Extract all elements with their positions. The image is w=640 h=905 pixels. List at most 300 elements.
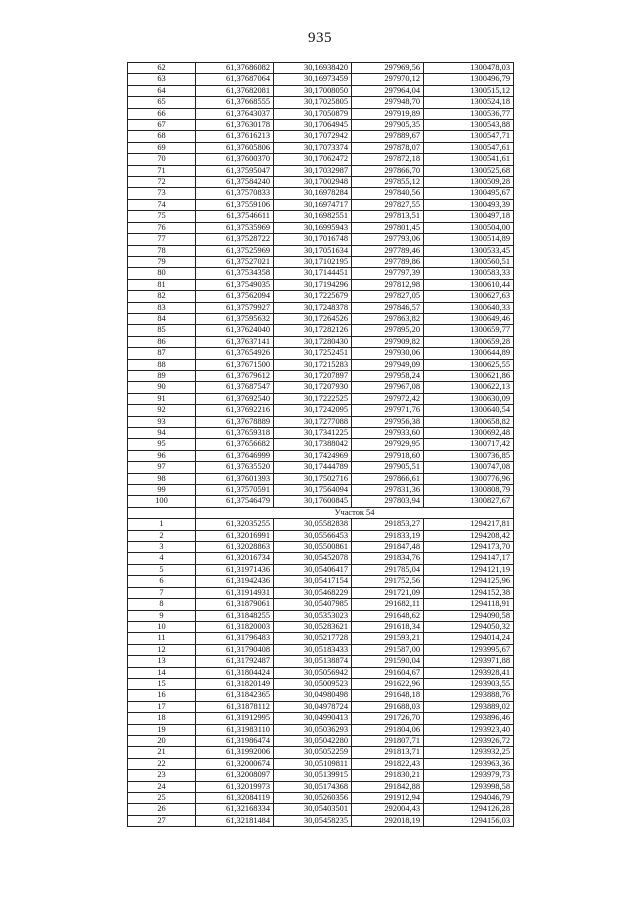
longitude-cell: 30,05566453 xyxy=(274,530,352,541)
y-coordinate-cell: 1300547,61 xyxy=(424,142,514,153)
longitude-cell: 30,05183433 xyxy=(274,644,352,655)
x-coordinate-cell: 297930,06 xyxy=(352,348,424,359)
longitude-cell: 30,05283621 xyxy=(274,621,352,632)
latitude-cell: 61,37678889 xyxy=(196,416,274,427)
y-coordinate-cell: 1293923,40 xyxy=(424,724,514,735)
y-coordinate-cell: 1300560,51 xyxy=(424,256,514,267)
y-coordinate-cell: 1300640,54 xyxy=(424,405,514,416)
x-coordinate-cell: 297813,51 xyxy=(352,211,424,222)
y-coordinate-cell: 1300509,28 xyxy=(424,177,514,188)
longitude-cell: 30,05109811 xyxy=(274,758,352,769)
y-coordinate-cell: 1300622,13 xyxy=(424,382,514,393)
point-number-cell: 16 xyxy=(128,690,196,701)
latitude-cell: 61,37527021 xyxy=(196,256,274,267)
latitude-cell: 61,37637141 xyxy=(196,336,274,347)
table-row xyxy=(128,815,514,826)
latitude-cell: 61,37601393 xyxy=(196,473,274,484)
point-number-cell: 77 xyxy=(128,234,196,245)
y-coordinate-cell: 1300525,68 xyxy=(424,165,514,176)
x-coordinate-cell: 291622,96 xyxy=(352,678,424,689)
point-number-cell: 73 xyxy=(128,188,196,199)
latitude-cell: 61,31848255 xyxy=(196,610,274,621)
latitude-cell: 61,37600370 xyxy=(196,154,274,165)
table-row xyxy=(128,770,514,781)
longitude-cell: 30,17600845 xyxy=(274,496,352,507)
latitude-cell: 61,37546479 xyxy=(196,496,274,507)
y-coordinate-cell: 1300583,33 xyxy=(424,268,514,279)
longitude-cell: 30,17025805 xyxy=(274,97,352,108)
table-row xyxy=(128,656,514,667)
y-coordinate-cell: 1294121,19 xyxy=(424,564,514,575)
x-coordinate-cell: 297878,07 xyxy=(352,142,424,153)
latitude-cell: 61,31790408 xyxy=(196,644,274,655)
longitude-cell: 30,05217728 xyxy=(274,633,352,644)
point-number-cell: 86 xyxy=(128,336,196,347)
table-row xyxy=(128,188,514,199)
table-row xyxy=(128,291,514,302)
point-number-cell: 82 xyxy=(128,291,196,302)
point-number-cell: 85 xyxy=(128,325,196,336)
latitude-cell: 61,32016991 xyxy=(196,530,274,541)
point-number-cell: 72 xyxy=(128,177,196,188)
point-number-cell: 87 xyxy=(128,348,196,359)
longitude-cell: 30,05500861 xyxy=(274,542,352,553)
x-coordinate-cell: 297971,76 xyxy=(352,405,424,416)
longitude-cell: 30,04978724 xyxy=(274,701,352,712)
latitude-cell: 61,37687547 xyxy=(196,382,274,393)
latitude-cell: 61,37579927 xyxy=(196,302,274,313)
table-row xyxy=(128,485,514,496)
table-row xyxy=(128,690,514,701)
point-number-cell: 91 xyxy=(128,393,196,404)
latitude-cell: 61,37595632 xyxy=(196,313,274,324)
point-number-cell: 10 xyxy=(128,621,196,632)
longitude-cell: 30,05458235 xyxy=(274,815,352,826)
y-coordinate-cell: 1293995,67 xyxy=(424,644,514,655)
table-row xyxy=(128,701,514,712)
y-coordinate-cell: 1300692,48 xyxy=(424,428,514,439)
latitude-cell: 61,37549035 xyxy=(196,279,274,290)
y-coordinate-cell: 1293888,76 xyxy=(424,690,514,701)
longitude-cell: 30,05174368 xyxy=(274,781,352,792)
x-coordinate-cell: 291752,56 xyxy=(352,576,424,587)
y-coordinate-cell: 1300478,03 xyxy=(424,63,514,74)
section-empty-cell xyxy=(128,507,196,518)
longitude-cell: 30,16973459 xyxy=(274,74,352,85)
x-coordinate-cell: 291682,11 xyxy=(352,599,424,610)
point-number-cell: 97 xyxy=(128,462,196,473)
point-number-cell: 69 xyxy=(128,142,196,153)
longitude-cell: 30,17225679 xyxy=(274,291,352,302)
x-coordinate-cell: 297855,12 xyxy=(352,177,424,188)
x-coordinate-cell: 291830,21 xyxy=(352,770,424,781)
x-coordinate-cell: 291648,18 xyxy=(352,690,424,701)
latitude-cell: 61,31804424 xyxy=(196,667,274,678)
table-row xyxy=(128,450,514,461)
y-coordinate-cell: 1300515,12 xyxy=(424,85,514,96)
latitude-cell: 61,32035255 xyxy=(196,519,274,530)
point-number-cell: 83 xyxy=(128,302,196,313)
latitude-cell: 61,37570591 xyxy=(196,485,274,496)
y-coordinate-cell: 1300659,28 xyxy=(424,336,514,347)
longitude-cell: 30,16978284 xyxy=(274,188,352,199)
point-number-cell: 13 xyxy=(128,656,196,667)
table-row xyxy=(128,234,514,245)
x-coordinate-cell: 291804,06 xyxy=(352,724,424,735)
point-number-cell: 27 xyxy=(128,815,196,826)
point-number-cell: 67 xyxy=(128,120,196,131)
table-row xyxy=(128,177,514,188)
y-coordinate-cell: 1293926,72 xyxy=(424,735,514,746)
latitude-cell: 61,37659318 xyxy=(196,428,274,439)
longitude-cell: 30,05052259 xyxy=(274,747,352,758)
point-number-cell: 66 xyxy=(128,108,196,119)
latitude-cell: 61,37635520 xyxy=(196,462,274,473)
latitude-cell: 61,31983110 xyxy=(196,724,274,735)
point-number-cell: 6 xyxy=(128,576,196,587)
point-number-cell: 2 xyxy=(128,530,196,541)
latitude-cell: 61,37595047 xyxy=(196,165,274,176)
y-coordinate-cell: 1294152,38 xyxy=(424,587,514,598)
y-coordinate-cell: 1300644,89 xyxy=(424,348,514,359)
longitude-cell: 30,05139915 xyxy=(274,770,352,781)
y-coordinate-cell: 1300640,33 xyxy=(424,302,514,313)
point-number-cell: 20 xyxy=(128,735,196,746)
longitude-cell: 30,05403501 xyxy=(274,804,352,815)
table-row xyxy=(128,428,514,439)
table-row xyxy=(128,348,514,359)
latitude-cell: 61,37630178 xyxy=(196,120,274,131)
latitude-cell: 61,32181484 xyxy=(196,815,274,826)
x-coordinate-cell: 297969,56 xyxy=(352,63,424,74)
point-number-cell: 9 xyxy=(128,610,196,621)
longitude-cell: 30,05582838 xyxy=(274,519,352,530)
longitude-cell: 30,05260356 xyxy=(274,793,352,804)
point-number-cell: 63 xyxy=(128,74,196,85)
x-coordinate-cell: 291726,70 xyxy=(352,713,424,724)
y-coordinate-cell: 1294126,28 xyxy=(424,804,514,815)
latitude-cell: 61,31914931 xyxy=(196,587,274,598)
x-coordinate-cell: 291593,21 xyxy=(352,633,424,644)
y-coordinate-cell: 1294208,42 xyxy=(424,530,514,541)
longitude-cell: 30,17248378 xyxy=(274,302,352,313)
table-row xyxy=(128,325,514,336)
table-row xyxy=(128,621,514,632)
y-coordinate-cell: 1300627,63 xyxy=(424,291,514,302)
y-coordinate-cell: 1300493,39 xyxy=(424,199,514,210)
x-coordinate-cell: 291618,34 xyxy=(352,621,424,632)
x-coordinate-cell: 297948,70 xyxy=(352,97,424,108)
x-coordinate-cell: 297970,12 xyxy=(352,74,424,85)
longitude-cell: 30,17564094 xyxy=(274,485,352,496)
point-number-cell: 3 xyxy=(128,542,196,553)
x-coordinate-cell: 297929,95 xyxy=(352,439,424,450)
latitude-cell: 61,31912995 xyxy=(196,713,274,724)
latitude-cell: 61,37584240 xyxy=(196,177,274,188)
latitude-cell: 61,32000674 xyxy=(196,758,274,769)
point-number-cell: 22 xyxy=(128,758,196,769)
y-coordinate-cell: 1294046,79 xyxy=(424,793,514,804)
table-row xyxy=(128,165,514,176)
y-coordinate-cell: 1294147,17 xyxy=(424,553,514,564)
table-row xyxy=(128,359,514,370)
y-coordinate-cell: 1300497,18 xyxy=(424,211,514,222)
latitude-cell: 61,37671500 xyxy=(196,359,274,370)
x-coordinate-cell: 297956,38 xyxy=(352,416,424,427)
latitude-cell: 61,37616213 xyxy=(196,131,274,142)
x-coordinate-cell: 291648,62 xyxy=(352,610,424,621)
longitude-cell: 30,17051634 xyxy=(274,245,352,256)
y-coordinate-cell: 1300827,67 xyxy=(424,496,514,507)
latitude-cell: 61,31879061 xyxy=(196,599,274,610)
point-number-cell: 14 xyxy=(128,667,196,678)
point-number-cell: 7 xyxy=(128,587,196,598)
longitude-cell: 30,17502716 xyxy=(274,473,352,484)
point-number-cell: 8 xyxy=(128,599,196,610)
longitude-cell: 30,17194296 xyxy=(274,279,352,290)
y-coordinate-cell: 1294050,32 xyxy=(424,621,514,632)
longitude-cell: 30,05468229 xyxy=(274,587,352,598)
table-row xyxy=(128,245,514,256)
x-coordinate-cell: 291590,04 xyxy=(352,656,424,667)
point-number-cell: 18 xyxy=(128,713,196,724)
table-row xyxy=(128,724,514,735)
longitude-cell: 30,17064945 xyxy=(274,120,352,131)
point-number-cell: 76 xyxy=(128,222,196,233)
longitude-cell: 30,05452078 xyxy=(274,553,352,564)
latitude-cell: 61,32168334 xyxy=(196,804,274,815)
x-coordinate-cell: 297967,08 xyxy=(352,382,424,393)
point-number-cell: 81 xyxy=(128,279,196,290)
y-coordinate-cell: 1293963,36 xyxy=(424,758,514,769)
table-row xyxy=(128,519,514,530)
point-number-cell: 1 xyxy=(128,519,196,530)
x-coordinate-cell: 297964,04 xyxy=(352,85,424,96)
x-coordinate-cell: 291813,71 xyxy=(352,747,424,758)
table-row xyxy=(128,735,514,746)
longitude-cell: 30,17072942 xyxy=(274,131,352,142)
table-row xyxy=(128,211,514,222)
point-number-cell: 5 xyxy=(128,564,196,575)
longitude-cell: 30,05138874 xyxy=(274,656,352,667)
table-row xyxy=(128,576,514,587)
x-coordinate-cell: 297866,70 xyxy=(352,165,424,176)
table-row xyxy=(128,336,514,347)
table-row xyxy=(128,74,514,85)
latitude-cell: 61,37692540 xyxy=(196,393,274,404)
x-coordinate-cell: 297840,56 xyxy=(352,188,424,199)
y-coordinate-cell: 1294125,96 xyxy=(424,576,514,587)
x-coordinate-cell: 297789,86 xyxy=(352,256,424,267)
table-row xyxy=(128,667,514,678)
table-row xyxy=(128,142,514,153)
latitude-cell: 61,31820149 xyxy=(196,678,274,689)
y-coordinate-cell: 1300533,45 xyxy=(424,245,514,256)
x-coordinate-cell: 291847,48 xyxy=(352,542,424,553)
x-coordinate-cell: 297972,42 xyxy=(352,393,424,404)
y-coordinate-cell: 1293889,02 xyxy=(424,701,514,712)
longitude-cell: 30,17207930 xyxy=(274,382,352,393)
y-coordinate-cell: 1300659,77 xyxy=(424,325,514,336)
y-coordinate-cell: 1293896,46 xyxy=(424,713,514,724)
point-number-cell: 11 xyxy=(128,633,196,644)
y-coordinate-cell: 1293903,55 xyxy=(424,678,514,689)
table-row xyxy=(128,713,514,724)
latitude-cell: 61,32084119 xyxy=(196,793,274,804)
y-coordinate-cell: 1294118,91 xyxy=(424,599,514,610)
latitude-cell: 61,31878112 xyxy=(196,701,274,712)
x-coordinate-cell: 297909,82 xyxy=(352,336,424,347)
latitude-cell: 61,31842365 xyxy=(196,690,274,701)
y-coordinate-cell: 1300621,86 xyxy=(424,370,514,381)
latitude-cell: 61,37624040 xyxy=(196,325,274,336)
latitude-cell: 61,31942436 xyxy=(196,576,274,587)
x-coordinate-cell: 297919,89 xyxy=(352,108,424,119)
table-row xyxy=(128,781,514,792)
longitude-cell: 30,17242095 xyxy=(274,405,352,416)
y-coordinate-cell: 1294156,03 xyxy=(424,815,514,826)
point-number-cell: 80 xyxy=(128,268,196,279)
point-number-cell: 12 xyxy=(128,644,196,655)
latitude-cell: 61,31792487 xyxy=(196,656,274,667)
point-number-cell: 68 xyxy=(128,131,196,142)
x-coordinate-cell: 291833,19 xyxy=(352,530,424,541)
latitude-cell: 61,31986474 xyxy=(196,735,274,746)
latitude-cell: 61,37546611 xyxy=(196,211,274,222)
table-row xyxy=(128,108,514,119)
latitude-cell: 61,37534358 xyxy=(196,268,274,279)
point-number-cell: 19 xyxy=(128,724,196,735)
longitude-cell: 30,17282126 xyxy=(274,325,352,336)
point-number-cell: 100 xyxy=(128,496,196,507)
y-coordinate-cell: 1294090,58 xyxy=(424,610,514,621)
longitude-cell: 30,17277088 xyxy=(274,416,352,427)
x-coordinate-cell: 297801,45 xyxy=(352,222,424,233)
x-coordinate-cell: 297933,60 xyxy=(352,428,424,439)
point-number-cell: 94 xyxy=(128,428,196,439)
point-number-cell: 90 xyxy=(128,382,196,393)
table-row xyxy=(128,222,514,233)
x-coordinate-cell: 291822,43 xyxy=(352,758,424,769)
table-row xyxy=(128,633,514,644)
longitude-cell: 30,17424969 xyxy=(274,450,352,461)
longitude-cell: 30,17252451 xyxy=(274,348,352,359)
latitude-cell: 61,37656682 xyxy=(196,439,274,450)
y-coordinate-cell: 1300776,96 xyxy=(424,473,514,484)
latitude-cell: 61,37686082 xyxy=(196,63,274,74)
section-row xyxy=(128,507,514,518)
longitude-cell: 30,17207897 xyxy=(274,370,352,381)
longitude-cell: 30,17222525 xyxy=(274,393,352,404)
table-row xyxy=(128,793,514,804)
x-coordinate-cell: 291604,67 xyxy=(352,667,424,678)
table-row xyxy=(128,496,514,507)
table-row xyxy=(128,542,514,553)
latitude-cell: 61,32019973 xyxy=(196,781,274,792)
x-coordinate-cell: 297958,24 xyxy=(352,370,424,381)
x-coordinate-cell: 297827,05 xyxy=(352,291,424,302)
table-row xyxy=(128,302,514,313)
y-coordinate-cell: 1300495,67 xyxy=(424,188,514,199)
y-coordinate-cell: 1300610,44 xyxy=(424,279,514,290)
longitude-cell: 30,05406417 xyxy=(274,564,352,575)
latitude-cell: 61,37535969 xyxy=(196,222,274,233)
y-coordinate-cell: 1300541,61 xyxy=(424,154,514,165)
y-coordinate-cell: 1294014,24 xyxy=(424,633,514,644)
table-row xyxy=(128,393,514,404)
table-row xyxy=(128,313,514,324)
x-coordinate-cell: 297872,18 xyxy=(352,154,424,165)
longitude-cell: 30,17102195 xyxy=(274,256,352,267)
table-row xyxy=(128,804,514,815)
x-coordinate-cell: 292018,19 xyxy=(352,815,424,826)
latitude-cell: 61,32008097 xyxy=(196,770,274,781)
y-coordinate-cell: 1300514,89 xyxy=(424,234,514,245)
point-number-cell: 24 xyxy=(128,781,196,792)
point-number-cell: 4 xyxy=(128,553,196,564)
latitude-cell: 61,31971436 xyxy=(196,564,274,575)
point-number-cell: 25 xyxy=(128,793,196,804)
x-coordinate-cell: 291807,71 xyxy=(352,735,424,746)
longitude-cell: 30,05042280 xyxy=(274,735,352,746)
table-row xyxy=(128,644,514,655)
table-row xyxy=(128,462,514,473)
x-coordinate-cell: 291688,03 xyxy=(352,701,424,712)
y-coordinate-cell: 1300496,79 xyxy=(424,74,514,85)
x-coordinate-cell: 291912,94 xyxy=(352,793,424,804)
point-number-cell: 21 xyxy=(128,747,196,758)
point-number-cell: 70 xyxy=(128,154,196,165)
x-coordinate-cell: 297846,57 xyxy=(352,302,424,313)
point-number-cell: 64 xyxy=(128,85,196,96)
longitude-cell: 30,17388042 xyxy=(274,439,352,450)
x-coordinate-cell: 297866,61 xyxy=(352,473,424,484)
longitude-cell: 30,17073374 xyxy=(274,142,352,153)
x-coordinate-cell: 297905,35 xyxy=(352,120,424,131)
point-number-cell: 17 xyxy=(128,701,196,712)
longitude-cell: 30,16995943 xyxy=(274,222,352,233)
latitude-cell: 61,31992006 xyxy=(196,747,274,758)
table-row xyxy=(128,370,514,381)
table-row xyxy=(128,530,514,541)
x-coordinate-cell: 297889,67 xyxy=(352,131,424,142)
x-coordinate-cell: 297827,55 xyxy=(352,199,424,210)
point-number-cell: 75 xyxy=(128,211,196,222)
table-row xyxy=(128,564,514,575)
x-coordinate-cell: 297949,09 xyxy=(352,359,424,370)
table-row xyxy=(128,199,514,210)
longitude-cell: 30,05417154 xyxy=(274,576,352,587)
table-row xyxy=(128,85,514,96)
point-number-cell: 98 xyxy=(128,473,196,484)
x-coordinate-cell: 297812,98 xyxy=(352,279,424,290)
latitude-cell: 61,37528722 xyxy=(196,234,274,245)
point-number-cell: 88 xyxy=(128,359,196,370)
longitude-cell: 30,17062472 xyxy=(274,154,352,165)
y-coordinate-cell: 1300649,46 xyxy=(424,313,514,324)
x-coordinate-cell: 291842,88 xyxy=(352,781,424,792)
latitude-cell: 61,37570833 xyxy=(196,188,274,199)
x-coordinate-cell: 297863,82 xyxy=(352,313,424,324)
x-coordinate-cell: 297895,20 xyxy=(352,325,424,336)
table-row xyxy=(128,747,514,758)
latitude-cell: 61,32028863 xyxy=(196,542,274,553)
table-row xyxy=(128,382,514,393)
latitude-cell: 61,37562094 xyxy=(196,291,274,302)
y-coordinate-cell: 1300547,71 xyxy=(424,131,514,142)
longitude-cell: 30,05036293 xyxy=(274,724,352,735)
longitude-cell: 30,16974717 xyxy=(274,199,352,210)
